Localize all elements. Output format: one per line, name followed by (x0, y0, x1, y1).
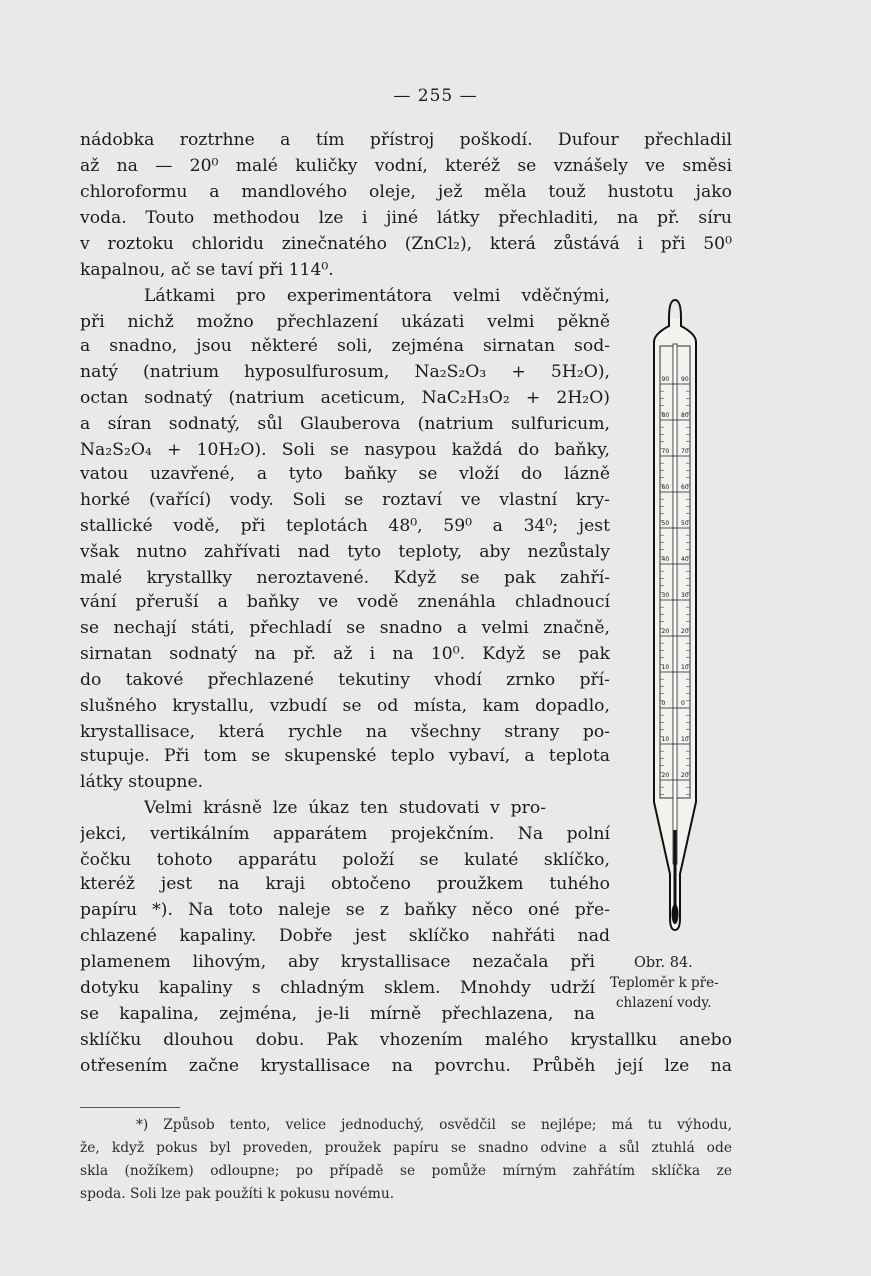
text-line: horké (vařící) vody. Soli se roztaví ve vlastní kry- (80, 490, 610, 510)
text-line: slušného krystallu, vzbudí se od místa, kam dopadlo, (80, 696, 610, 716)
text-line: papíru *). Na toto naleje se z baňky něco oné pře- (80, 900, 610, 920)
text-line: kapalnou, ač se taví při 114⁰. (80, 260, 334, 280)
scale-label-left: 90 (661, 376, 670, 383)
text-line: Látkami pro experimentátora velmi vděčnými, (144, 286, 610, 306)
figure-caption-line-2: chlazení vody. (616, 995, 712, 1011)
text-line: čočku tohoto apparátu položí se kulaté sklíčko, (80, 850, 610, 870)
text-line: Na₂S₂O₄ + 10H₂O). Soli se nasypou každá do baňky, (80, 440, 610, 460)
footnote-line: že, když pokus byl proveden, proužek papíru se snadno odvine a sůl ztuhlá ode (80, 1140, 732, 1156)
text-line: chloroformu a mandlového oleje, jež měla touž hustotu jako (80, 182, 732, 202)
scale-label-right: 50 (681, 520, 689, 527)
thermometer-illustration (640, 296, 710, 936)
footnote-line: skla (nožíkem) odloupne; po případě se pomůže mírným zahřátím sklíčka ze (80, 1163, 732, 1179)
scale-label-right: 20 (681, 772, 689, 779)
text-line: však nutno zahřívati nad tyto teploty, aby nezůstaly (80, 542, 610, 562)
scale-label-left: 10 (661, 664, 670, 671)
text-line: kteréž jest na kraji obtočeno proužkem tuhého (80, 874, 610, 894)
text-line: vatou uzavřené, a tyto baňky se vloží do lázně (80, 464, 610, 484)
text-line: voda. Touto methodou lze i jiné látky přechladiti, na př. síru (80, 208, 732, 228)
text-line: chlazené kapaliny. Dobře jest sklíčko nahřáti nad (80, 926, 610, 946)
text-line: nádobka roztrhne a tím přístroj poškodí. Dufour přechladil (80, 130, 732, 150)
scale-label-left: 30 (661, 592, 670, 599)
scale-label-right: 10 (681, 736, 689, 743)
scale-label-left: 50 (661, 520, 670, 527)
scale-label-right: 30 (681, 592, 689, 599)
scale-label-right: 40 (681, 556, 689, 563)
text-line: octan sodnatý (natrium aceticum, NaC₂H₃O₂ + 2H₂O) (80, 388, 610, 408)
scale-label-right: 60 (681, 484, 689, 491)
footnote-divider (80, 1107, 180, 1108)
text-line: až na — 20⁰ malé kuličky vodní, kteréž se vznášely ve směsi (80, 156, 732, 176)
text-line: dotyku kapaliny s chladným sklem. Mnohdy udrží (80, 978, 595, 998)
text-line: krystallisace, která rychle na všechny strany po- (80, 722, 610, 742)
text-line: otřesením začne krystallisace na povrchu. Průběh její lze na (80, 1056, 732, 1076)
scale-label-left: 40 (661, 556, 670, 563)
text-line: látky stoupne. (80, 772, 204, 792)
text-line: sirnatan sodnatý na př. až i na 10⁰. Když se pak (80, 644, 610, 664)
text-line: natý (natrium hyposulfurosum, Na₂S₂O₃ + 5H₂O), (80, 362, 610, 382)
page-number: — 255 — (393, 86, 478, 106)
text-line: plamenem lihovým, aby krystallisace nezačala při (80, 952, 595, 972)
scale-label-left: 60 (661, 484, 670, 491)
scale-label-right: 0 (681, 700, 685, 707)
text-line: vání přeruší a baňky ve vodě znenáhla chladnoucí (80, 592, 610, 612)
scale-label-right: 80 (681, 412, 689, 419)
text-line: jekci, vertikálním apparátem projekčním. Na polní (80, 824, 610, 844)
text-line: při nichž možno přechlazení ukázati velmi pěkně (80, 312, 610, 332)
text-line: sklíčku dlouhou dobu. Pak vhozením malého krystallku anebo (80, 1030, 732, 1050)
text-line: se nechají státi, přechladí se snadno a velmi značně, (80, 618, 610, 638)
scale-label-right: 10 (681, 664, 689, 671)
text-line: do takové přechlazené tekutiny vhodí zrnko pří- (80, 670, 610, 690)
text-line: stupuje. Při tom se skupenské teplo vybaví, a teplota (80, 746, 610, 766)
scale-label-left: 20 (661, 628, 670, 635)
text-line: malé krystallky neroztavené. Když se pak zahří- (80, 568, 610, 588)
text-line: Velmi krásně lze úkaz ten studovati v pro- (144, 798, 546, 818)
figure-label: Obr. 84. (634, 955, 693, 971)
scale-label-left: 0 (661, 700, 666, 707)
scale-label-right: 90 (681, 376, 689, 383)
scale-label-right: 70 (681, 448, 689, 455)
scale-label-left: 70 (661, 448, 670, 455)
scale-label-left: 10 (661, 736, 670, 743)
footnote-line: *) Způsob tento, velice jednoduchý, osvědčil se nejlépe; má tu výhodu, (136, 1117, 732, 1133)
text-line: se kapalina, zejména, je-li mírně přechlazena, na (80, 1004, 595, 1024)
scale-label-right: 20 (681, 628, 689, 635)
scale-label-left: 80 (661, 412, 670, 419)
figure-caption-line-1: Teploměr k pře- (610, 975, 719, 991)
text-line: stallické vodě, při teplotách 48⁰, 59⁰ a 34⁰; jest (80, 516, 610, 536)
footnote-line: spoda. Soli lze pak použíti k pokusu novému. (80, 1186, 395, 1202)
text-line: a snadno, jsou některé soli, zejména sirnatan sod- (80, 336, 610, 356)
text-line: a síran sodnatý, sůl Glauberova (natrium sulfuricum, (80, 414, 610, 434)
text-line: v roztoku chloridu zinečnatého (ZnCl₂), která zůstává i při 50⁰ (80, 234, 732, 254)
scale-label-left: 20 (661, 772, 670, 779)
